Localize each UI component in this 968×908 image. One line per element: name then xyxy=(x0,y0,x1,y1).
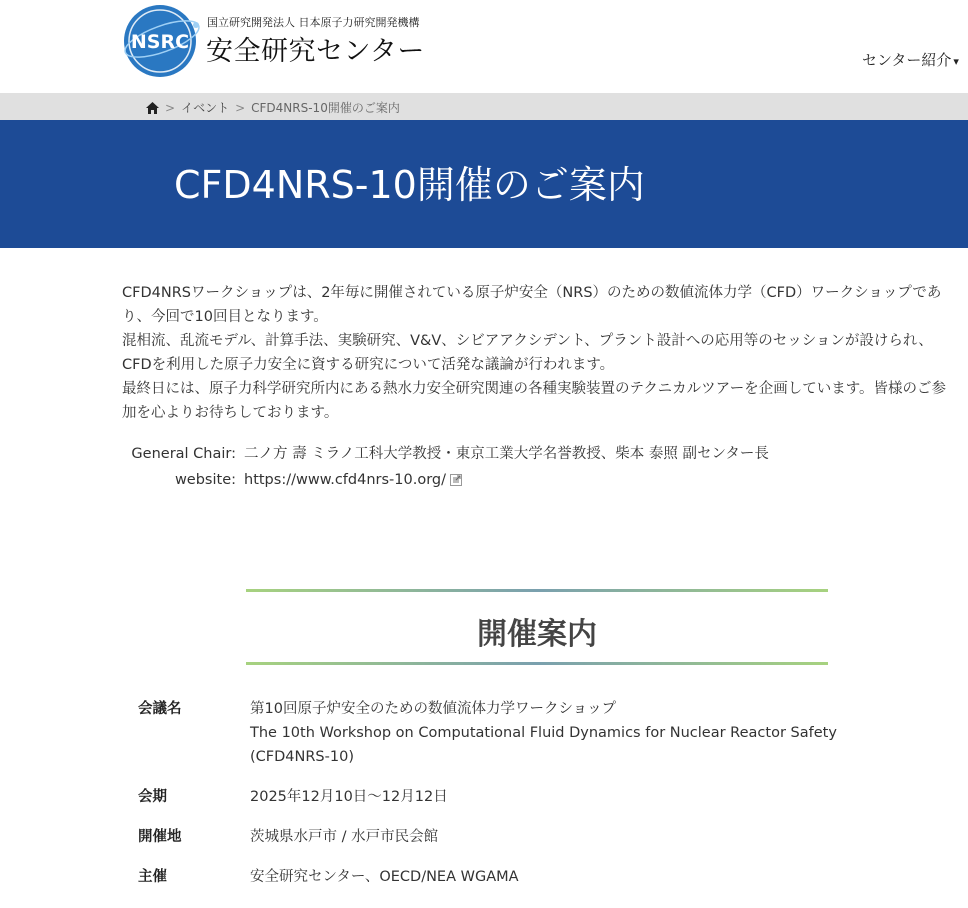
info-label: 会議名 xyxy=(138,701,182,717)
info-value: 安全研究センター、OECD/NEA WGAMA xyxy=(250,869,519,885)
info-label: 主催 xyxy=(138,869,167,885)
home-icon[interactable] xyxy=(146,102,159,114)
site-title[interactable]: 安全研究センター xyxy=(206,36,425,67)
section-title: 開催案内 xyxy=(477,617,597,652)
info-value xyxy=(250,697,958,769)
general-chair-label: General Chair: xyxy=(131,446,236,462)
info-row-organizer xyxy=(138,865,958,889)
website-row xyxy=(122,468,769,494)
external-link-icon xyxy=(450,474,462,486)
info-label: 開催地 xyxy=(138,829,182,845)
heading-divider-top xyxy=(246,589,828,592)
general-chair-value: 二ノ方 壽 ミラノ工科大学教授・東京工業大学名誉教授、柴本 泰照 副センター長 xyxy=(244,446,769,462)
info-value: 茨城県水戸市 / 水戸市民会館 xyxy=(250,829,439,845)
intro-text xyxy=(122,281,957,425)
info-row-venue xyxy=(138,825,958,849)
breadcrumb-events-link[interactable]: イベント xyxy=(181,101,230,115)
conference-abbrev: (CFD4NRS-10) xyxy=(250,749,354,765)
intro-paragraph: 混相流、乱流モデル、計算手法、実験研究、V&V、シビアアクシデント、プラント設計への応用等のセッションが設けられ、CFDを利用した原子力安全に資する研究について活発な議論が行われます。 xyxy=(122,333,933,373)
event-meta xyxy=(122,442,769,494)
info-value: 2025年12月10日～12月12日 xyxy=(250,789,448,805)
conference-name-en: The 10th Workshop on Computational Fluid Dynamics for Nuclear Reactor Safety xyxy=(250,725,837,741)
intro-paragraph: CFD4NRSワークショップは、2年毎に開催されている原子炉安全（NRS）のための数値流体力学（CFD）ワークショップであり、今回で10回目となります。 xyxy=(122,285,942,325)
info-label: 会期 xyxy=(138,789,167,805)
breadcrumb-separator: > xyxy=(235,101,246,115)
nav-center-intro-label: センター紹介 xyxy=(862,51,952,69)
breadcrumb-current: CFD4NRS-10開催のご案内 xyxy=(251,101,400,115)
info-row-dates xyxy=(138,785,958,809)
conference-name-ja: 第10回原子炉安全のための数値流体力学ワークショップ xyxy=(250,701,617,717)
site-header xyxy=(0,0,968,93)
heading-divider-bottom xyxy=(246,662,828,665)
nsrc-logo[interactable] xyxy=(122,3,202,79)
breadcrumb xyxy=(0,93,968,120)
event-info-table xyxy=(138,697,958,905)
breadcrumb-separator: > xyxy=(165,101,176,115)
page-banner xyxy=(0,120,968,248)
general-chair-row xyxy=(122,442,769,468)
section-heading xyxy=(246,589,828,665)
organization-name: 国立研究開発法人 日本原子力研究開発機構 xyxy=(207,16,420,29)
website-link[interactable]: https://www.cfd4nrs-10.org/ xyxy=(244,472,447,488)
page-title: CFD4NRS-10開催のご案内 xyxy=(174,163,645,207)
nav-center-intro[interactable] xyxy=(862,49,959,70)
intro-paragraph: 最終日には、原子力科学研究所内にある熱水力安全研究関連の各種実験装置のテクニカルツアーを企画しています。皆様のご参加を心よりお待ちしております。 xyxy=(122,381,947,421)
chevron-down-icon: ▾ xyxy=(953,55,959,68)
info-row-conference-name xyxy=(138,697,958,769)
logo-text: NSRC xyxy=(130,31,190,53)
website-label: website: xyxy=(174,472,236,488)
